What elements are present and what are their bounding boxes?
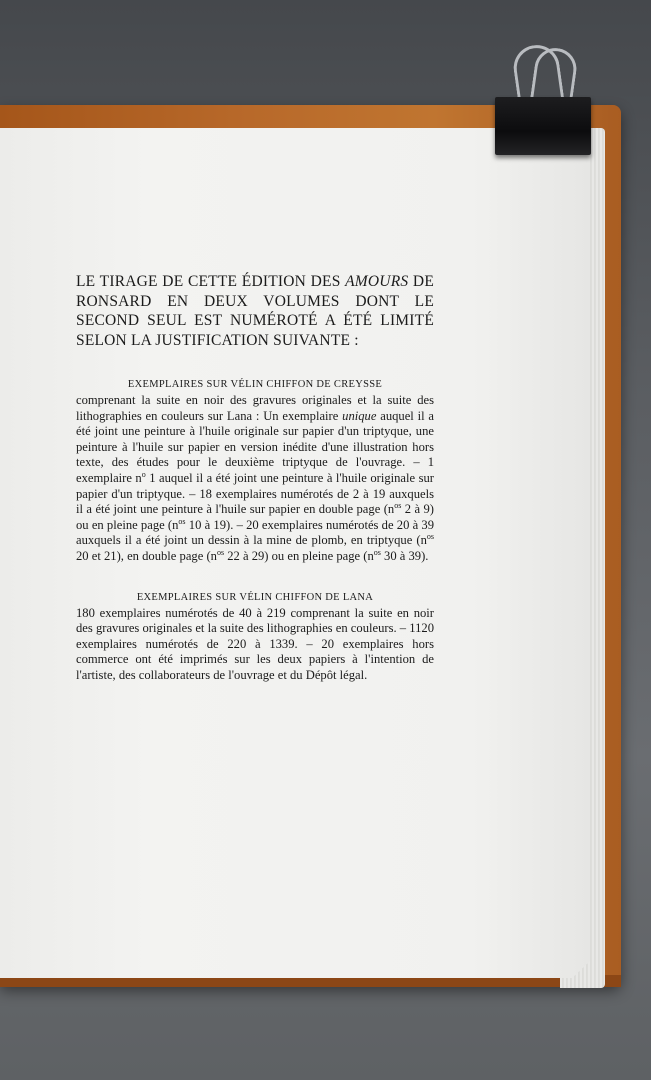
section-title-creysse: EXEMPLAIRES SUR VÉLIN CHIFFON DE CREYSSE: [127, 379, 383, 390]
section-body-lana: 180 exemplaires numérotés de 40 à 219 comprenant la suite en noir des gravures originales et la suite des lithographies en couleurs. – 1120 exemplaires numérotés de 220 à 1339. – 20 exemplaires hors commerce ont été imprimés sur les deux papiers à l'intention de l'artiste, des collaborateurs de l'ouvrage et du Dépôt légal.: [76, 605, 434, 682]
binder-clip: [495, 97, 591, 155]
heading-text-start: LE TIRAGE DE CETTE ÉDITION DES: [76, 273, 346, 290]
heading-italic-title: AMOURS: [345, 273, 409, 290]
justification-text: [76, 272, 434, 710]
justification-heading: [76, 272, 434, 350]
section-title-lana: EXEMPLAIRES SUR VÉLIN CHIFFON DE LANA: [136, 591, 374, 603]
section-body-creysse: comprenant la suite en noir des gravures originales et la suite des lithographies en couleurs sur Lana : Un exemplaire unique auquel il a été joint une peinture à l'huile originale sur papier d'un triptyque, une peinture à l'huile sur papier en version inédite d'une illustration hors texte, des études pour le deuxième triptyque de l'ouvrage. – 1 exemplaire $n^o$ 1 auquel il a été joint une peinture à l'huile originale sur papier d'un triptyque. – 18 exemplaires numérotés de 2 à 19 auxquels il a été joint une peinture à l'huile sur papier en double page ($n^{os}$ 2 à 9) ou en pleine page ($n^{os}$ 10 à 19). – 20 exemplaires numérotés de 20 à 39 auxquels il a été joint un dessin à la mine de plomb, en triptyque ($n^{os}$ 20 et 21), en double page ($n^{os}$ 22 à 29) ou en pleine page ($n^{os}$ 30 à 39).: [76, 393, 435, 563]
heading-text-end: DE RONSARD EN DEUX VOLUMES DONT LE SECOND SEUL EST NUMÉROTÉ A ÉTÉ LIMITÉ SELON LA JUSTIFICATION SUIVANTE :: [76, 273, 434, 349]
